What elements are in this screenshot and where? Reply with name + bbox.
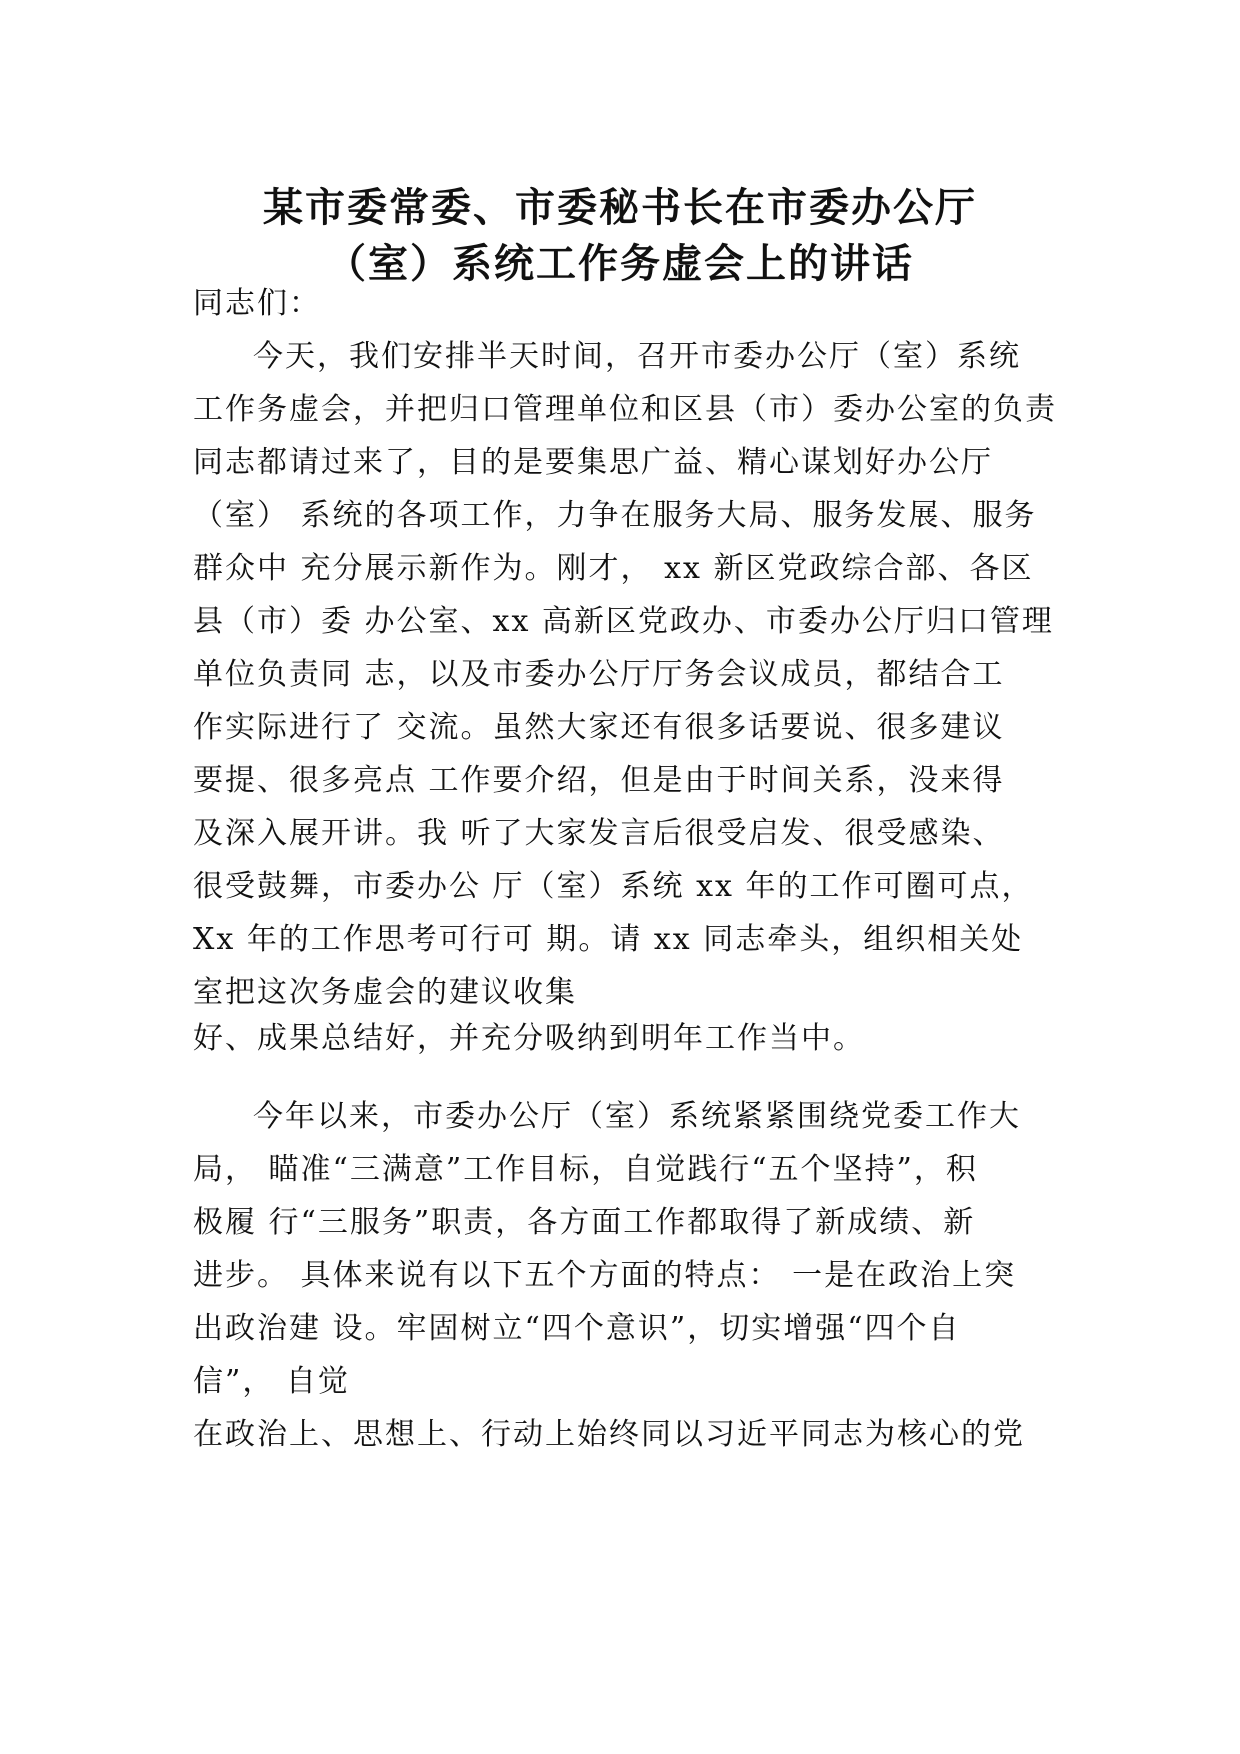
paragraph-2-line: 在政治上、思想上、行动上始终同以习近平同志为核心的党 <box>193 1417 1025 1452</box>
paragraph-2-line: 极履 行“三服务”职责，各方面工作都取得了新成绩、新 <box>193 1205 976 1240</box>
paragraph-1-line: Xx 年的工作思考可行可 期。请 xx 同志牵头，组织相关处 <box>193 922 1024 957</box>
paragraph-1-line: 很受鼓舞，市委办公 厅（室）系统 xx 年的工作可圈可点， <box>193 869 1034 904</box>
paragraph-1-line: 县（市）委 办公室、xx 高新区党政办、市委办公厅归口管理 <box>193 604 1054 639</box>
paragraph-1-line: （室） 系统的各项工作，力争在服务大局、服务发展、服务 <box>193 498 1037 533</box>
document-title-line-1: 某市委常委、市委秘书长在市委办公厅 <box>263 185 977 231</box>
paragraph-1-line: 要提、很多亮点 工作要介绍，但是由于时间关系，没来得 <box>193 763 1005 798</box>
paragraph-1-line: 同志都请过来了，目的是要集思广益、精心谋划好办公厅 <box>193 445 993 480</box>
paragraph-1-line: 作实际进行了 交流。虽然大家还有很多话要说、很多建议 <box>193 710 1005 745</box>
paragraph-1-line: 单位负责同 志，以及市委办公厅厅务会议成员，都结合工 <box>193 657 1005 692</box>
paragraph-2-line: 出政治建 设。牢固树立“四个意识”，切实增强“四个自 <box>193 1311 961 1346</box>
paragraph-1-line: 及深入展开讲。我 听了大家发言后很受启发、很受感染、 <box>193 816 1005 851</box>
paragraph-1-line: 群众中 充分展示新作为。刚才， xx 新区党政综合部、各区 <box>193 551 1034 586</box>
paragraph-2-line: 进步。 具体来说有以下五个方面的特点： 一是在政治上突 <box>193 1258 1017 1293</box>
salutation: 同志们： <box>193 286 321 321</box>
document-title-line-2: （室）系统工作务虚会上的讲话 <box>326 241 914 287</box>
paragraph-2-line: 局， 瞄准“三满意”工作目标，自觉践行“五个坚持”，积 <box>193 1152 978 1187</box>
paragraph-2-line: 信”， 自觉 <box>193 1364 350 1399</box>
paragraph-2-line: 今年以来，市委办公厅（室）系统紧紧围绕党委工作大 <box>253 1099 1021 1134</box>
paragraph-1-line: 工作务虚会，并把归口管理单位和区县（市）委办公室的负责 <box>193 392 1057 427</box>
paragraph-1-line: 室把这次务虚会的建议收集 <box>193 975 577 1010</box>
paragraph-1-line: 今天，我们安排半天时间，召开市委办公厅（室）系统 <box>253 339 1021 374</box>
paragraph-1-line: 好、成果总结好，并充分吸纳到明年工作当中。 <box>193 1021 865 1056</box>
